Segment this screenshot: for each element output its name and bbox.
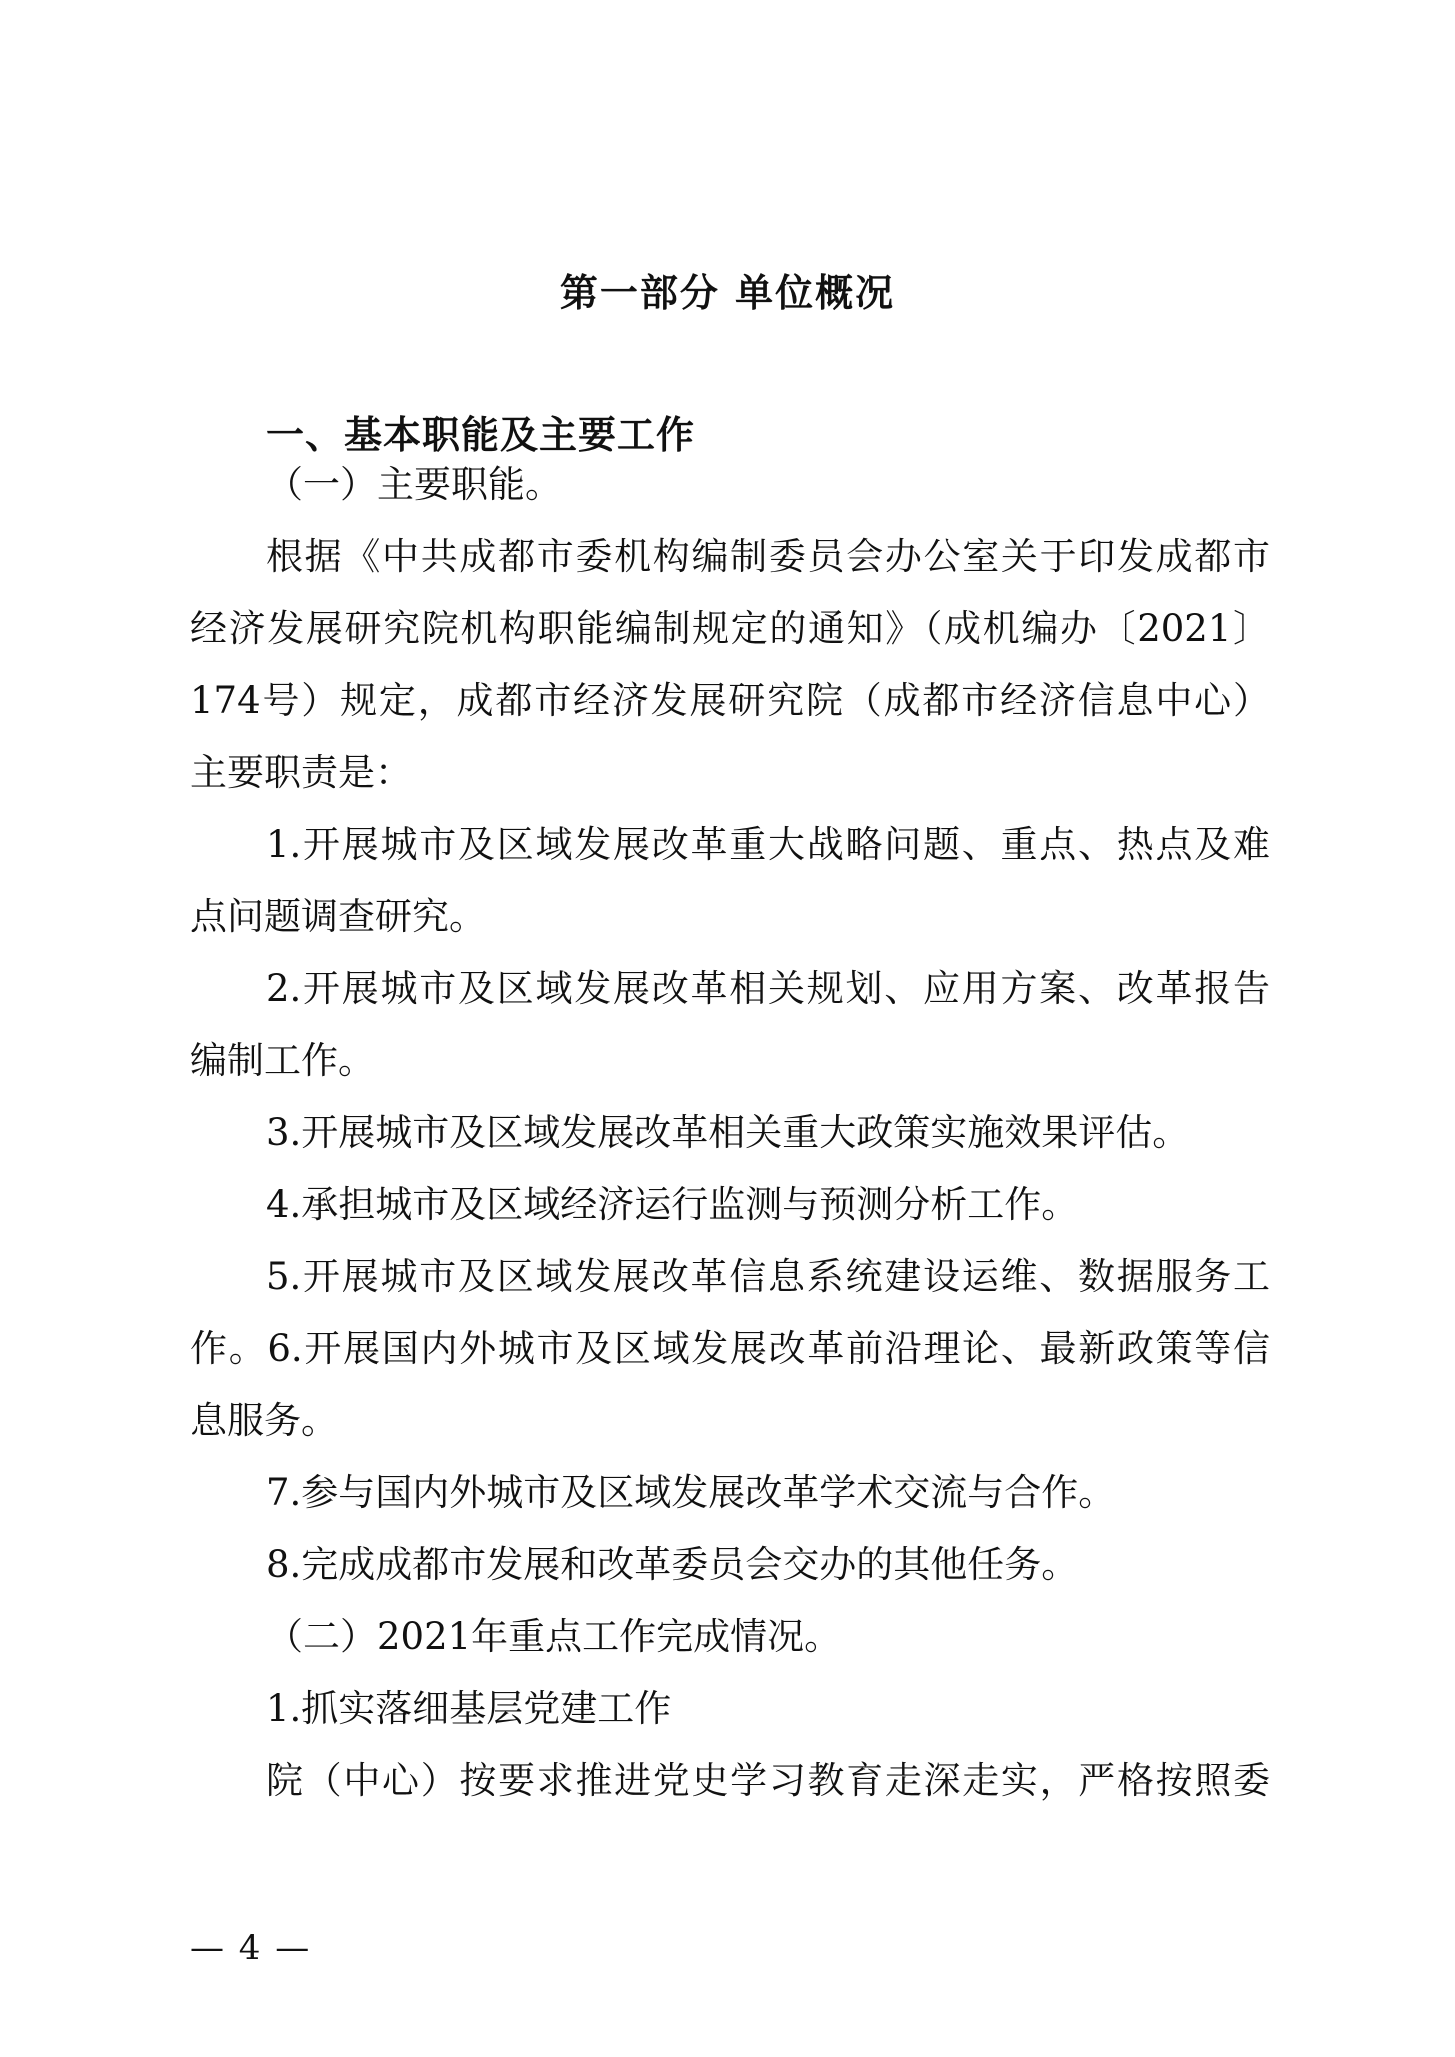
subsection-subheading: 1.抓实落细基层党建工作 [266, 1687, 672, 1730]
subsection-heading: （一）主要职能。 [266, 463, 562, 506]
page-title: 第一部分 单位概况 [559, 271, 896, 315]
paragraph-line: 根据《中共成都市委机构编制委员会办公室关于印发成都市 [266, 535, 1270, 578]
paragraph-line: 主要职责是： [190, 751, 412, 794]
list-item: 5.开展城市及区域发展改革信息系统建设运维、数据服务工 [266, 1255, 1270, 1298]
list-item: 4.承担城市及区域经济运行监测与预测分析工作。 [266, 1183, 1079, 1226]
paragraph-line: 院（中心）按要求推进党史学习教育走深走实，严格按照委 [266, 1759, 1270, 1802]
page-number: — 4 — [190, 1928, 312, 1968]
paragraph-line: 174号）规定，成都市经济发展研究院（成都市经济信息中心） [190, 679, 1270, 722]
paragraph-line: 经济发展研究院机构职能编制规定的通知》（成机编办〔2021〕 [190, 607, 1270, 650]
list-item: 2.开展城市及区域发展改革相关规划、应用方案、改革报告 [266, 967, 1270, 1010]
list-item: 1.开展城市及区域发展改革重大战略问题、重点、热点及难 [266, 823, 1270, 866]
list-item-continuation: 编制工作。 [190, 1039, 375, 1082]
list-item: 7.参与国内外城市及区域发展改革学术交流与合作。 [266, 1471, 1116, 1514]
list-item: 3.开展城市及区域发展改革相关重大政策实施效果评估。 [266, 1111, 1190, 1154]
list-item-continuation: 点问题调查研究。 [190, 895, 486, 938]
list-item-continuation: 息服务。 [190, 1399, 338, 1442]
list-item: 8.完成成都市发展和改革委员会交办的其他任务。 [266, 1543, 1079, 1586]
list-item-continuation: 作。6.开展国内外城市及区域发展改革前沿理论、最新政策等信 [190, 1327, 1270, 1370]
subsection-heading: （二）2021年重点工作完成情况。 [266, 1615, 842, 1658]
section-heading: 一、基本职能及主要工作 [266, 413, 696, 457]
